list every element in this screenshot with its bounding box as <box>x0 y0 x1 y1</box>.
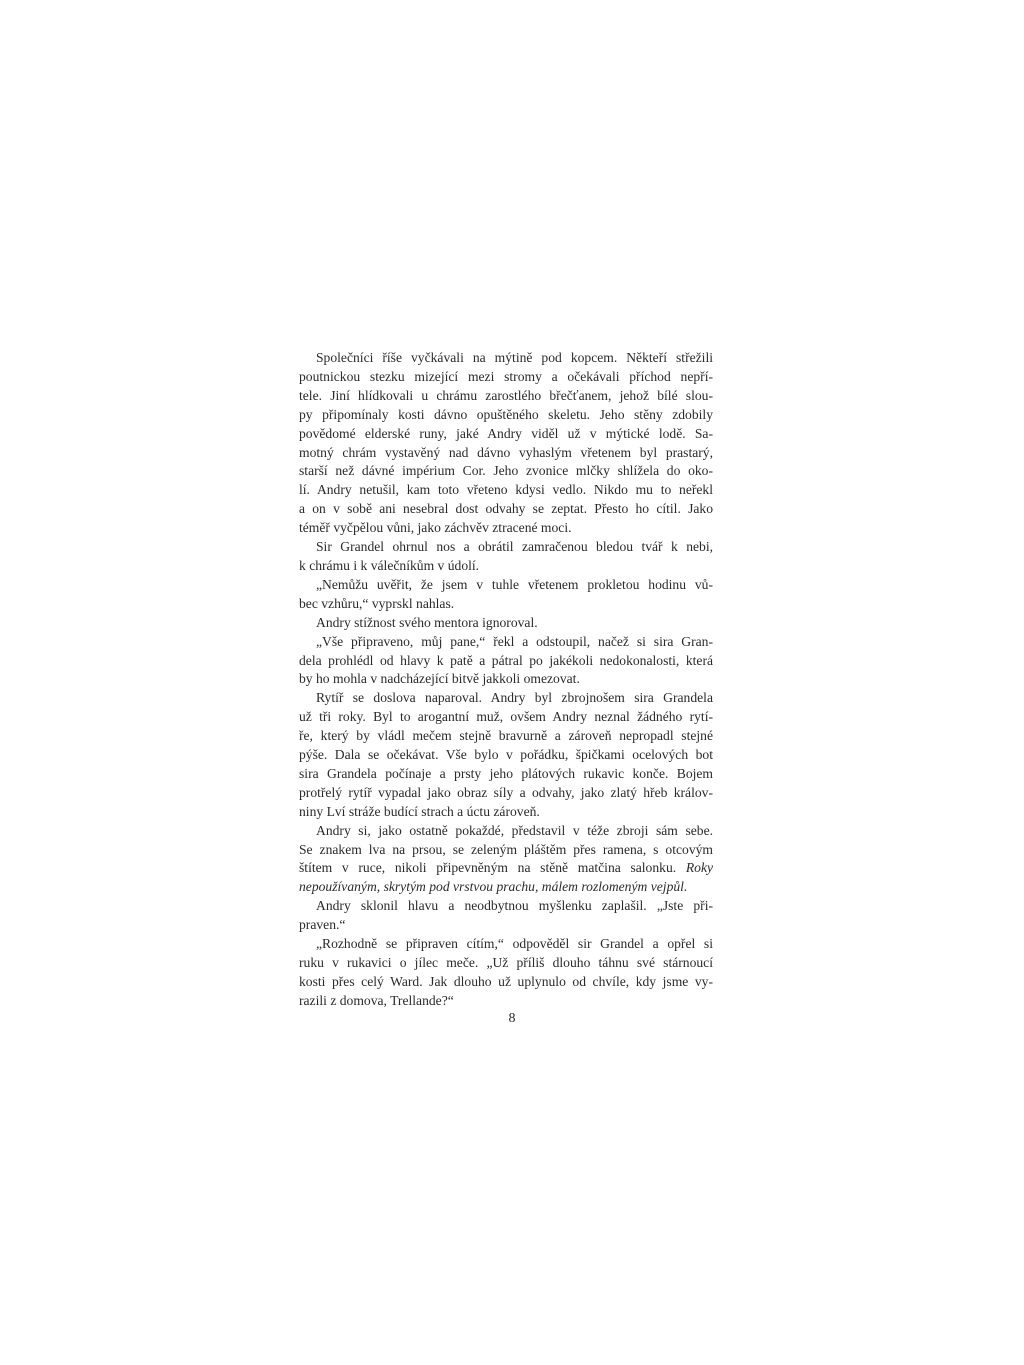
text-line: Andry stížnost svého mentora ignoroval. <box>316 614 538 630</box>
text-line: „Rozhodně se připraven cítím,“ odpověděl sir Grandel a opřel si <box>316 936 713 952</box>
text-line: „Vše připraveno, můj pane,“ řekl a odstoupil, načež si sira Gran- <box>316 633 713 649</box>
paragraph <box>299 614 713 633</box>
text-line: a on v sobě ani nesebral dost odvahy se zeptat. Přesto ho cítil. Jako <box>299 501 713 517</box>
italic-text: Roky <box>685 860 714 876</box>
text-line: lí. Andry netušil, kam toto vřeteno kdysi vedlo. Nikdo mu to neřekl <box>299 482 713 498</box>
page-number: 8 <box>508 1011 516 1026</box>
paragraph <box>299 538 713 576</box>
text-line: „Nemůžu uvěřit, že jsem v tuhle vřetenem prokletou hodinu vů- <box>316 576 713 592</box>
paragraph <box>299 935 713 1011</box>
text-line: ruku v rukavici o jílec meče. „Už příliš dlouho táhnu své stárnoucí <box>299 955 713 970</box>
paragraph <box>299 822 713 898</box>
text-line: k chrámu i k válečníkům v údolí. <box>299 557 480 573</box>
text-line: bec vzhůru,“ vyprskl nahlas. <box>299 595 455 611</box>
text-line: Andry sklonil hlavu a neodbytnou myšlenku zaplašil. „Jste při- <box>316 898 713 914</box>
text-line: už tři roky. Byl to arogantní muž, ovšem Andry neznal žádného rytí- <box>299 709 713 725</box>
paragraph <box>299 633 713 690</box>
body-text <box>299 349 713 1011</box>
paragraph <box>299 349 713 538</box>
text-line: povědomé elderské runy, jaké Andry viděl už v mýtické lodě. Sa- <box>299 425 713 441</box>
text-line: by ho mohla v nadcházející bitvě jakkoli omezovat. <box>299 671 580 687</box>
text-line: téměř vyčpělou vůni, jako záchvěv ztracené moci. <box>299 520 572 536</box>
text-line: praven.“ <box>299 917 346 933</box>
italic-text: nepoužívaným, skrytým pod vrstvou prachu, málem rozlomeným vejpůl. <box>299 879 688 895</box>
text-line: Rytíř se doslova naparoval. Andry byl zbrojnošem sira Grandela <box>316 690 713 706</box>
text-line: protřelý rytíř vypadal jako obraz síly a odvahy, jako zlatý hřeb králov- <box>299 784 713 800</box>
text-line: py připomínaly kosti dávno opuštěného skeletu. Jeho stěny zdobily <box>299 406 713 422</box>
paragraph <box>299 576 713 614</box>
text-line: sira Grandela počínaje a prsty jeho plátových rukavic konče. Bojem <box>299 765 713 781</box>
text-line: Andry si, jako ostatně pokaždé, představil v téže zbroji sám sebe. <box>316 822 713 838</box>
text-line <box>299 878 713 897</box>
text-line: niny Lví stráže budící strach a úctu zároveň. <box>299 803 540 819</box>
text-line: poutnickou stezku mizející mezi stromy a očekávali příchod nepří- <box>299 368 713 384</box>
text-line: kosti přes celý Ward. Jak dlouho už uplynulo od chvíle, kdy jsme vy- <box>299 973 713 989</box>
text-line: dela prohlédl od hlavy k patě a pátral po jakékoli nedokonalosti, která <box>299 652 713 668</box>
text-line: Sir Grandel ohrnul nos a obrátil zamračenou bledou tvář k nebi, <box>316 539 713 555</box>
text-line <box>299 859 713 878</box>
text-line: razili z domova, Trellande?“ <box>299 992 454 1008</box>
paragraph <box>299 689 713 821</box>
text-line: pýše. Dala se očekávat. Vše bylo v pořádku, špičkami ocelových bot <box>299 747 713 763</box>
text-line: ře, který by vládl mečem stejně bravurně a zároveň nepropadl stejné <box>299 728 713 744</box>
text-line-main: štítem v ruce, nikoli připevněným na stěně matčina salonku. <box>299 860 677 876</box>
text-line: Společníci říše vyčkávali na mýtině pod kopcem. Někteří střežili <box>316 350 713 365</box>
text-line: starší než dávné impérium Cor. Jeho zvonice mlčky shlížela do oko- <box>299 463 713 479</box>
text-line: tele. Jiní hlídkovali u chrámu zarostlého břečťanem, jehož bílé slou- <box>299 387 713 403</box>
paragraph <box>299 897 713 935</box>
text-line: motný chrám vystavěný nad dávno vyhaslým vřetenem byl prastarý, <box>299 444 713 460</box>
text-line: Se znakem lva na prsou, se zeleným pláštěm přes ramena, s otcovým <box>299 841 713 857</box>
